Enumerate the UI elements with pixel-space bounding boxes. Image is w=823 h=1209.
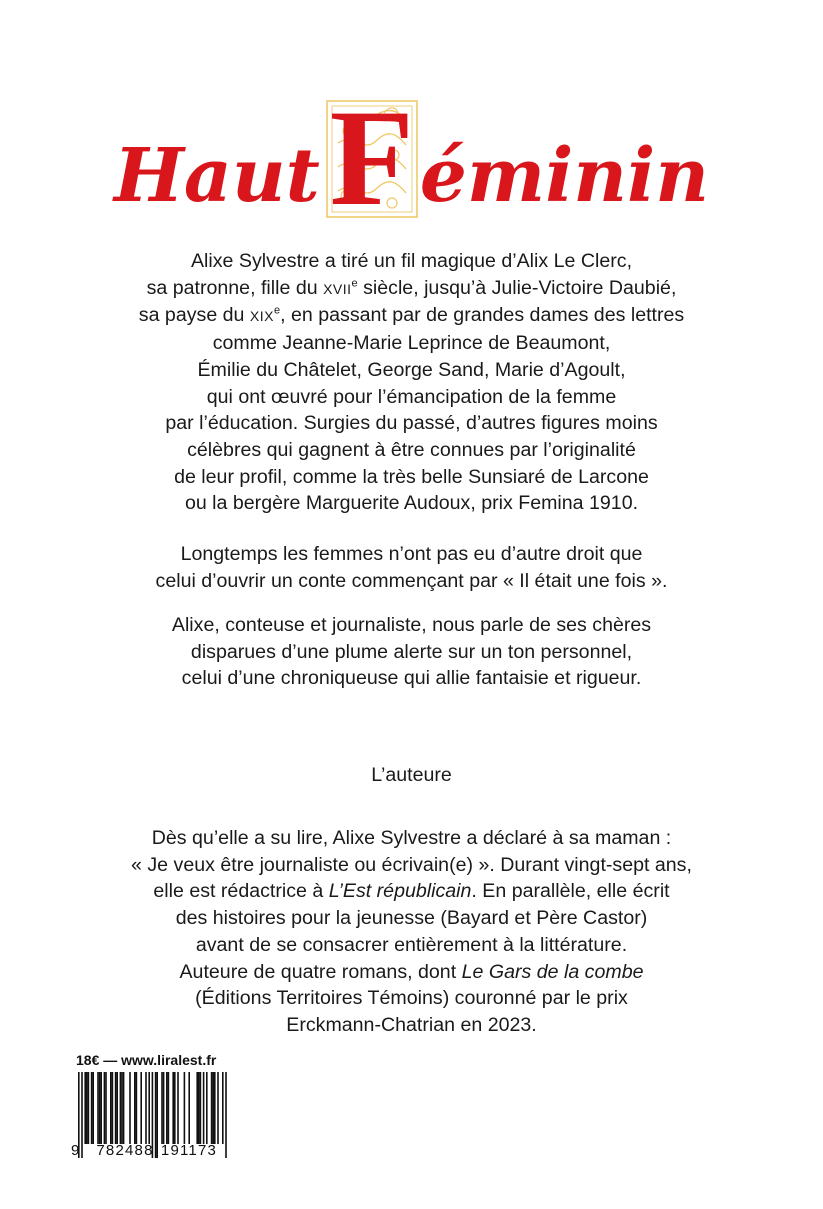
barcode-bar (100, 1072, 102, 1144)
barcode-bar (214, 1072, 216, 1144)
text-line: comme Jeanne-Marie Leprince de Beaumont, (212, 332, 611, 355)
summary-paragraph-3 (40, 612, 783, 692)
barcode-bar (222, 1072, 224, 1144)
text-line: celui d’une chroniqueuse qui allie fantaisie et rigueur. (181, 667, 642, 690)
text-line: Émilie du Châtelet, George Sand, Marie d’Agoult, (197, 358, 626, 381)
barcode-bar (129, 1072, 131, 1144)
barcode-bar (105, 1072, 107, 1144)
text-line: Longtemps les femmes n’ont pas eu d’autre droit que (180, 543, 643, 565)
barcode-bar (168, 1072, 170, 1144)
barcode-bar (174, 1072, 176, 1144)
barcode-bar (212, 1072, 214, 1144)
text-span: sa patronne, fille du (146, 276, 324, 299)
barcode-bar (161, 1072, 163, 1144)
author-biography (40, 825, 783, 1039)
barcode-number (66, 1138, 236, 1160)
barcode-bar (198, 1072, 200, 1144)
barcode-bar (121, 1072, 123, 1144)
barcode-bar (88, 1072, 90, 1144)
text-line: qui ont œuvré pour l’émancipation de la femme (206, 385, 617, 408)
text-line: (Éditions Territoires Témoins) couronné par le prix (195, 987, 628, 1010)
barcode-bar (104, 1072, 106, 1144)
barcode-bar (86, 1072, 88, 1144)
barcode-bar (136, 1072, 138, 1144)
barcode-bar (140, 1072, 142, 1144)
text-line (40, 878, 783, 905)
newspaper-title: L’Est républicain (328, 880, 472, 903)
barcode-bar (148, 1072, 150, 1144)
superscript: e (351, 277, 358, 290)
barcode-bar (91, 1072, 93, 1144)
barcode-bar (110, 1072, 112, 1144)
title-word-haut: Haut (113, 133, 320, 219)
barcode-bar (115, 1072, 117, 1144)
book-title (0, 81, 823, 235)
text-line: Erckmann-Chatrian en 2023. (286, 1013, 537, 1036)
barcode-bar (203, 1072, 205, 1144)
barcode-bar (184, 1072, 186, 1144)
text-span: siècle, jusqu’à Julie-Victoire Daubié, (357, 276, 677, 299)
text-span: Auteure de quatre romans, dont (179, 960, 462, 983)
text-line: par l’éducation. Surgies du passé, d’autres figures moins (165, 412, 658, 435)
century-numeral: XIX (249, 308, 274, 325)
text-line: « Je veux être journaliste ou écrivain(e) ». Durant vingt-sept ans, (131, 853, 692, 876)
barcode-bar (211, 1072, 213, 1144)
text-line: de leur profil, comme la très belle Sunsiaré de Larcone (174, 465, 649, 488)
text-line: des histoires pour la jeunesse (Bayard et Père Castor) (175, 907, 648, 930)
text-span: sa payse du (138, 304, 250, 327)
text-line: célèbres qui gagnent à être connues par l’originalité (187, 438, 636, 461)
text-line: Dès qu’elle a su lire, Alixe Sylvestre a déclaré à sa maman : (151, 827, 672, 849)
barcode-bar (188, 1072, 190, 1144)
text-line: Alixe, conteuse et journaliste, nous parle de ses chères (171, 614, 652, 636)
barcode-bar (92, 1072, 94, 1144)
barcode-bar (123, 1072, 125, 1144)
summary-paragraph-2 (40, 541, 783, 594)
text-span: elle est rédactrice à (153, 880, 329, 903)
text-span: , en passant par de grandes dames des lettres (280, 304, 685, 327)
title-capital-f: F (329, 81, 414, 234)
text-line: ou la bergère Marguerite Audoux, prix Femina 1910. (184, 492, 639, 515)
barcode-bar (166, 1072, 168, 1144)
summary-paragraph-1 (40, 248, 783, 517)
barcode-bar (112, 1072, 114, 1144)
barcode-bar (200, 1072, 202, 1144)
barcode-bar (97, 1072, 99, 1144)
barcode-bar (134, 1072, 136, 1144)
superscript: e (273, 304, 281, 317)
price-and-website: 18€ — www.liralest.fr (76, 1052, 217, 1068)
text-line: avant de se consacrer entièrement à la littérature. (195, 933, 628, 956)
barcode-bar (172, 1072, 174, 1144)
text-line: celui d’ouvrir un conte commençant par « Il était une fois ». (155, 569, 668, 592)
ornamental-dropcap (324, 81, 420, 234)
text-line (40, 302, 783, 330)
text-line (40, 959, 783, 986)
barcode-bar (145, 1072, 147, 1144)
barcode-bar (116, 1072, 118, 1144)
barcode-bar (206, 1072, 208, 1144)
barcode-first-digit: 9 (71, 1142, 80, 1159)
barcode-bar (177, 1072, 179, 1144)
barcode-bar (120, 1072, 122, 1144)
text-span: . En parallèle, elle écrit (471, 880, 670, 903)
barcode-bar (163, 1072, 165, 1144)
barcode-right-digits: 191173 (160, 1142, 218, 1159)
barcode-bar (84, 1072, 86, 1144)
author-heading: L’auteure (371, 764, 452, 786)
barcode-bar (196, 1072, 198, 1144)
text-line: disparues d’une plume alerte sur un ton personnel, (190, 640, 633, 663)
text-line (40, 275, 783, 303)
barcode-left-digits: 782488 (96, 1142, 154, 1159)
barcode-bar (217, 1072, 219, 1144)
text-line: Alixe Sylvestre a tiré un fil magique d’Alix Le Clerc, (190, 250, 633, 272)
title-word-feminin: éminin (419, 133, 710, 219)
barcode-bar (99, 1072, 101, 1144)
novel-title: Le Gars de la combe (461, 960, 644, 983)
century-numeral: XVII (323, 280, 352, 297)
